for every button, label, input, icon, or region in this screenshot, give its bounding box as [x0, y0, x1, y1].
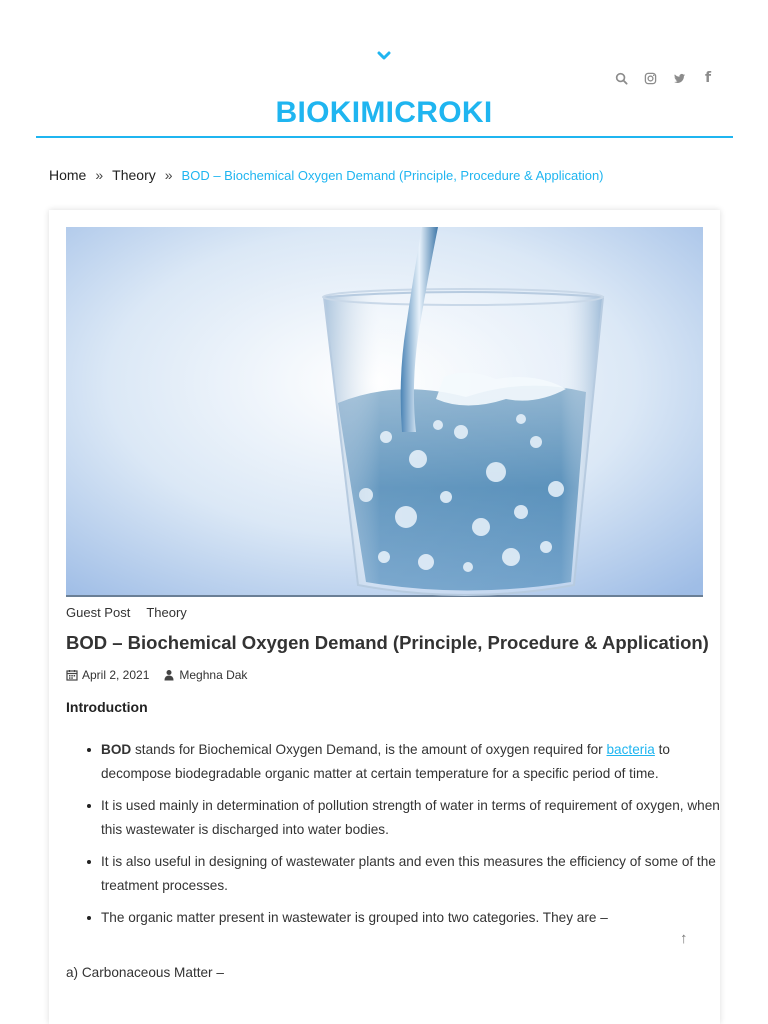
header-divider — [36, 136, 733, 138]
user-icon — [163, 669, 175, 681]
facebook-icon[interactable]: f — [704, 70, 712, 86]
bold-term: BOD — [101, 742, 132, 757]
post-date-text: April 2, 2021 — [82, 668, 150, 682]
breadcrumb-category[interactable]: Theory — [112, 167, 156, 183]
site-title[interactable]: BIOKIMICROKI — [275, 96, 493, 129]
featured-image[interactable] — [66, 227, 703, 597]
bullet-text: stands for Biochemical Oxygen Demand, is the amount of oxygen required for — [131, 742, 607, 757]
post-card — [49, 210, 720, 1024]
category-link[interactable]: Guest Post — [66, 605, 131, 620]
bullet-text: to decompose biodegradable organic matter at certain temperature for a specific period of time. — [101, 742, 670, 781]
list-item: It is also useful in designing of wastewater plants and even this measures the efficiency of some of the treatment processes. — [83, 850, 723, 898]
post-author-text: Meghna Dak — [179, 668, 248, 682]
subheading-carbonaceous: a) Carbonaceous Matter – — [66, 965, 224, 980]
breadcrumb — [49, 167, 604, 183]
social-icons — [600, 70, 716, 86]
post-meta — [66, 668, 261, 682]
breadcrumb-home[interactable]: Home — [49, 167, 87, 183]
intro-bullet-list — [83, 738, 723, 938]
bacteria-link[interactable]: bacteria — [606, 742, 655, 757]
menu-toggle-chevron-icon[interactable] — [374, 48, 394, 64]
breadcrumb-current: BOD – Biochemical Oxygen Demand (Principle, Procedure & Application) — [181, 167, 604, 183]
breadcrumb-separator-icon: » — [164, 167, 173, 183]
list-item: It is used mainly in determination of pollution strength of water in terms of requirement of oxygen, when this wastewater is discharged into water bodies. — [83, 794, 723, 842]
twitter-icon[interactable] — [671, 70, 687, 86]
post-categories — [66, 605, 203, 620]
post-author[interactable] — [163, 668, 247, 682]
breadcrumb-separator-icon: » — [95, 167, 104, 183]
instagram-icon[interactable] — [642, 70, 658, 86]
post-title: BOD – Biochemical Oxygen Demand (Principle, Procedure & Application) — [66, 632, 709, 653]
calendar-icon — [66, 669, 78, 681]
list-item — [83, 738, 723, 786]
intro-heading: Introduction — [66, 699, 148, 715]
post-date[interactable] — [66, 668, 149, 682]
scroll-to-top-icon[interactable]: ↑ — [680, 930, 688, 947]
search-icon[interactable] — [613, 70, 629, 86]
category-link[interactable]: Theory — [146, 605, 187, 620]
list-item: The organic matter present in wastewater is grouped into two categories. They are – — [83, 906, 723, 930]
